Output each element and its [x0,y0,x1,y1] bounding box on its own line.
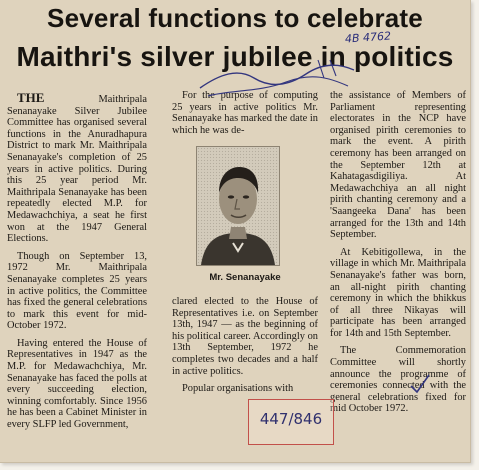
article-column-1 [7,92,147,437]
portrait-image [197,147,279,265]
portrait-photo [196,146,280,266]
col2-paragraph-2: clared elected to the House of Representatives i.e. on September 13th, 1947 — as the beginning of his political career. Accordingly on 13th September, 1972 he completes two decades and a half in active politics. [172,296,318,377]
handwritten-file-number: 4B 4762 [344,29,392,46]
col3-paragraph-2: At Kebitigollewa, in the village in which Mr. Maithripala Senanayake's father was born, an all-night pirith chanting ceremony in which the bhikkus of all three Nikayas will participate has been arranged for 14th and 15th September. [330,246,466,339]
handwritten-scribble [190,56,360,106]
col1-paragraph-3: Having entered the House of Representatives in 1947 as the M.P. for Medawachchiya, Mr. Senanayake has faced the polls at every succeeding election, winning comfortably. Since 1956 he has been a Cabinet Minister in every SLFP led Government, [7,337,147,431]
article-column-3 [330,90,466,421]
article-column-2-bottom [172,296,318,401]
headline-line-2: Maithri's silver jubilee in politics [16,41,454,72]
stamp-number: 447/846 [259,410,323,428]
col1-paragraph-2: Though on September 13, 1972 Mr. Maithripala Senanayake completes 25 years in active politics, the Committee has fixed the general celebrations to mark this event for mid-October 1972. [7,250,147,332]
col2-paragraph-3: Popular organisations with [182,383,294,395]
ink-tick-mark [408,372,432,396]
col3-paragraph-1: the assistance of Members of Parliament representing electorates in the NCP have organised pirith ceremonies to mark the event. A pirith ceremony has been arranged on the September 12th at Kahatagasdigiliya. At Medawachchiya an all night pirith chanting ceremony and a 'Saangeeka Dana' has been arranged for the 13th and 14th September. [330,90,466,241]
file-stamp [248,399,334,445]
dropcap: THE [17,90,45,105]
col2-paragraph-1: For the purpose of computing 25 years in active politics Mr. Senanayake has marked the date in which he was de- [172,90,318,136]
col3-paragraph-3: The Commemoration Committee will shortly announce the programme of ceremonies connected with the general celebrations fixed for mid October 1972. [330,345,466,415]
headline-line-1: Several functions to celebrate [47,3,423,33]
col1-paragraph-1: Maithripala Senanayake Silver Jubilee Committee has organised several functions in the Anuradhapura District to mark Mr. Maithripala Senanayake's completion of 25 years in active politics. During this 25 year period Mr. Maithripala Senanayake has been repeatedly elected M.P. for Medawachchiya, a seat he first won at the 1947 General Elections. [7,94,147,245]
photo-caption: Mr. Senanayake [209,272,281,283]
